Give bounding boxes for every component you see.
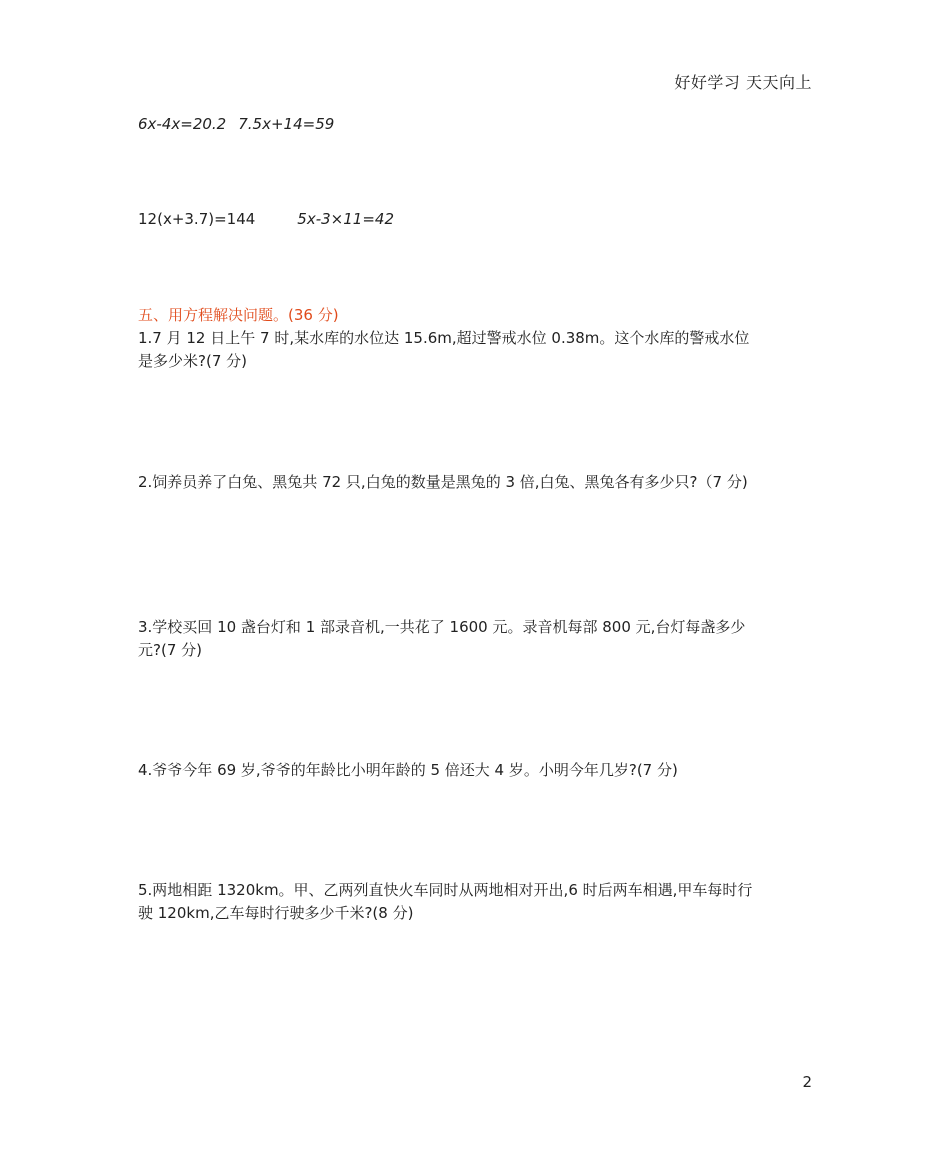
section-title: 五、用方程解决问题。(36 分) <box>138 306 339 324</box>
page-header: 好好学习 天天向上 <box>674 73 812 92</box>
equation: 7.5x+14=59 <box>238 115 335 133</box>
question-2 <box>138 471 818 494</box>
page-number: 2 <box>802 1073 812 1091</box>
question-text: 5.两地相距 1320km。甲、乙两列直快火车同时从两地相对开出,6 时后两车相遇,甲车每时行 <box>138 881 753 899</box>
question-text: 是多少米?(7 分) <box>138 352 247 370</box>
question-text: 元?(7 分) <box>138 641 202 659</box>
question-4 <box>138 759 818 782</box>
question-5 <box>138 879 818 925</box>
question-text: 4.爷爷今年 69 岁,爷爷的年龄比小明年龄的 5 倍还大 4 岁。小明今年几岁?(7 分) <box>138 761 678 779</box>
equation-row-2 <box>138 208 394 231</box>
question-text: 1.7 月 12 日上午 7 时,某水库的水位达 15.6m,超过警戒水位 0.38m。这个水库的警戒水位 <box>138 329 750 347</box>
question-text: 3.学校买回 10 盏台灯和 1 部录音机,一共花了 1600 元。录音机每部 800 元,台灯每盏多少 <box>138 618 746 636</box>
question-1 <box>138 327 818 373</box>
equation-row-1 <box>138 113 334 136</box>
question-3 <box>138 616 818 662</box>
question-text: 驶 120km,乙车每时行驶多少千米?(8 分) <box>138 904 414 922</box>
equation: 6x-4x=20.2 <box>138 115 227 133</box>
equation: 5x-3×11=42 <box>297 210 394 228</box>
question-text: 2.饲养员养了白兔、黑兔共 72 只,白兔的数量是黑兔的 3 倍,白兔、黑兔各有多少只?（7 分) <box>138 473 748 491</box>
equation: 12(x+3.7)=144 <box>138 210 256 228</box>
